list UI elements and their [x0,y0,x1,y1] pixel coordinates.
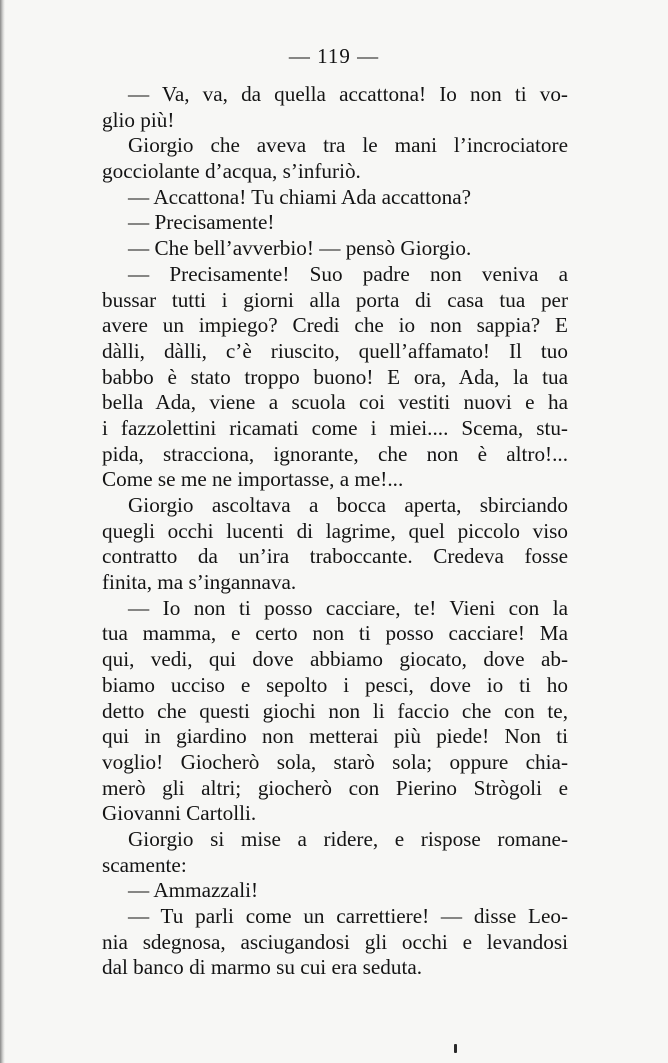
text-line: bella Ada, viene a scuola coi vestiti nuovi e ha [102,390,568,415]
text-line: bussar tutti i giorni alla porta di casa tua per [102,287,568,312]
page-edge-shadow [0,0,5,1063]
text-line: merò gli altri; giocherò con Pierino Strògoli e [102,775,568,800]
text-line: gocciolante d’acqua, s’infuriò. [102,159,361,184]
text-line: — Io non ti posso cacciare, te! Vieni con la [128,595,568,620]
text-line: Giovanni Cartolli. [102,801,257,826]
text-line: voglio! Giocherò sola, starò sola; oppure chia- [102,749,568,774]
text-line: biamo ucciso e sepolto i pesci, dove io ti ho [102,672,568,697]
text-line: qui in giardino non metterai più piede! Non ti [102,724,568,749]
text-line: dàlli, dàlli, c’è riuscito, quell’affamato! Il tuo [102,338,568,363]
text-line: contratto da un’ira traboccante. Credeva fosse [102,544,568,569]
text-line: avere un impiego? Credi che io non sappia? E [102,313,568,338]
text-line: — Va, va, da quella accattona! Io non ti vo- [128,82,568,106]
text-line: qui, vedi, qui dove abbiamo giocato, dove ab- [102,647,568,672]
text-line: — Che bell’avverbio! — pensò Giorgio. [128,236,472,261]
body-text [102,82,568,981]
text-line: Giorgio ascoltava a bocca aperta, sbirciando [128,493,568,517]
text-line: pida, stracciona, ignorante, che non è altro!... [102,441,568,466]
text-line: Giorgio che aveva tra le mani l’incrociatore [128,133,568,158]
text-line: detto che questi giochi non li faccio che con te, [102,698,568,723]
text-line: i fazzolettini ricamati come i miei.... Scema, stu- [102,415,568,440]
text-line: — Precisamente! [128,210,275,235]
text-line: glio più! [102,107,175,132]
text-line: Come se me ne importasse, a me!... [102,467,404,492]
text-line: — Tu parli come un carrettiere! — disse Leo- [128,904,568,928]
text-line: babbo è stato troppo buono! E ora, Ada, la tua [102,364,568,389]
text-line: — Accattona! Tu chiami Ada accattona? [128,184,472,209]
text-line: nia sdegnosa, asciugandosi gli occhi e levandosi [102,929,568,954]
page-number: — 119 — [288,44,380,68]
text-line: dal banco di marmo su cui era seduta. [102,955,423,980]
text-line: Giorgio si mise a ridere, e rispose romane- [128,826,568,851]
text-line: — Precisamente! Suo padre non veniva a [128,261,568,286]
text-line: tua mamma, e certo non ti posso cacciare! Ma [102,621,568,646]
print-speck [454,1044,457,1053]
text-line: scamente: [102,852,187,877]
text-line: finita, ma s’ingannava. [102,570,297,595]
text-line: — Ammazzali! [128,878,259,903]
text-line: quegli occhi lucenti di lagrime, quel piccolo viso [102,518,568,543]
